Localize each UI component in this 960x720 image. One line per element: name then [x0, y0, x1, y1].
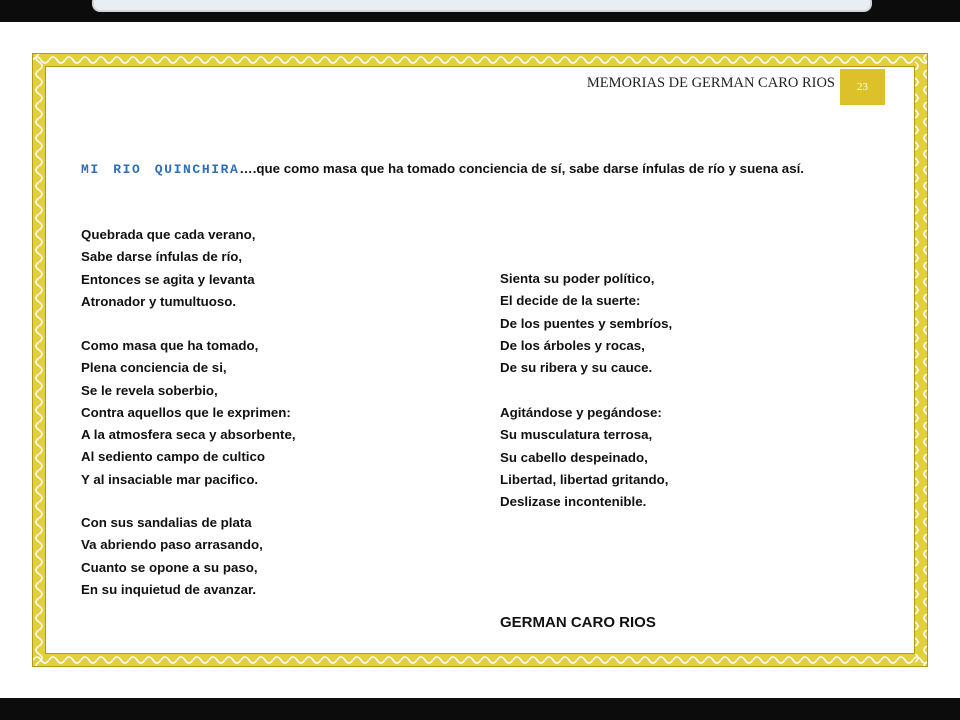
verse-line: Contra aquellos que le exprimen:: [81, 404, 291, 420]
stanza-left-1: [81, 224, 255, 313]
verse-line: De los árboles y rocas,: [500, 337, 645, 353]
top-window-bar: [0, 0, 960, 22]
verse-line: Con sus sandalias de plata: [81, 515, 252, 530]
verse-line: Y al insaciable mar pacifico.: [81, 471, 259, 487]
poem-intro-text: ….que como masa que ha tomado conciencia de sí, sabe darse ínfulas de río y suena así.: [239, 161, 804, 176]
page-number-badge: 23: [840, 69, 885, 105]
top-bar-control: [92, 0, 872, 12]
verse-line: Quebrada que cada verano,: [81, 227, 256, 242]
verse-line: De los puentes y sembríos,: [500, 315, 673, 331]
verse-line: Agitándose y pegándose:: [500, 405, 662, 420]
verse-line: Va abriendo paso arrasando,: [81, 537, 263, 553]
verse-line: Entonces se agita y levanta: [81, 271, 255, 287]
stanza-right-1: [500, 268, 672, 379]
verse-line: Libertad, libertad gritando,: [500, 471, 669, 487]
verse-line: A la atmosfera seca y absorbente,: [81, 427, 296, 443]
stanza-left-3: [81, 512, 263, 601]
verse-line: Cuanto se opone a su paso,: [81, 559, 258, 575]
verse-line: En su inquietud de avanzar.: [81, 581, 257, 597]
stanza-right-2: [500, 402, 668, 513]
verse-line: Se le revela soberbio,: [81, 382, 218, 398]
verse-line: El decide de la suerte:: [500, 293, 641, 309]
verse-line: Plena conciencia de si,: [81, 360, 227, 376]
verse-line: Su cabello despeinado,: [500, 449, 648, 465]
book-header-title: MEMORIAS DE GERMAN CARO RIOS: [586, 75, 835, 91]
poem-intro: [81, 158, 891, 181]
verse-line: Sabe darse ínfulas de río,: [81, 249, 243, 265]
verse-line: Al sediento campo de cultico: [81, 449, 265, 465]
poem-title: MI RIO QUINCHIRA: [81, 162, 240, 177]
verse-line: Sienta su poder político,: [500, 271, 655, 286]
verse-line: De su ribera y su cauce.: [500, 360, 653, 376]
verse-line: Atronador y tumultuoso.: [81, 293, 237, 309]
author-signature: GERMAN CARO RIOS: [500, 614, 656, 631]
verse-line: Deslizase incontenible.: [500, 494, 647, 510]
verse-line: Su musculatura terrosa,: [500, 427, 653, 443]
verse-line: Como masa que ha tomado,: [81, 338, 259, 353]
stanza-left-2: [81, 335, 296, 491]
bottom-window-bar: [0, 698, 960, 720]
